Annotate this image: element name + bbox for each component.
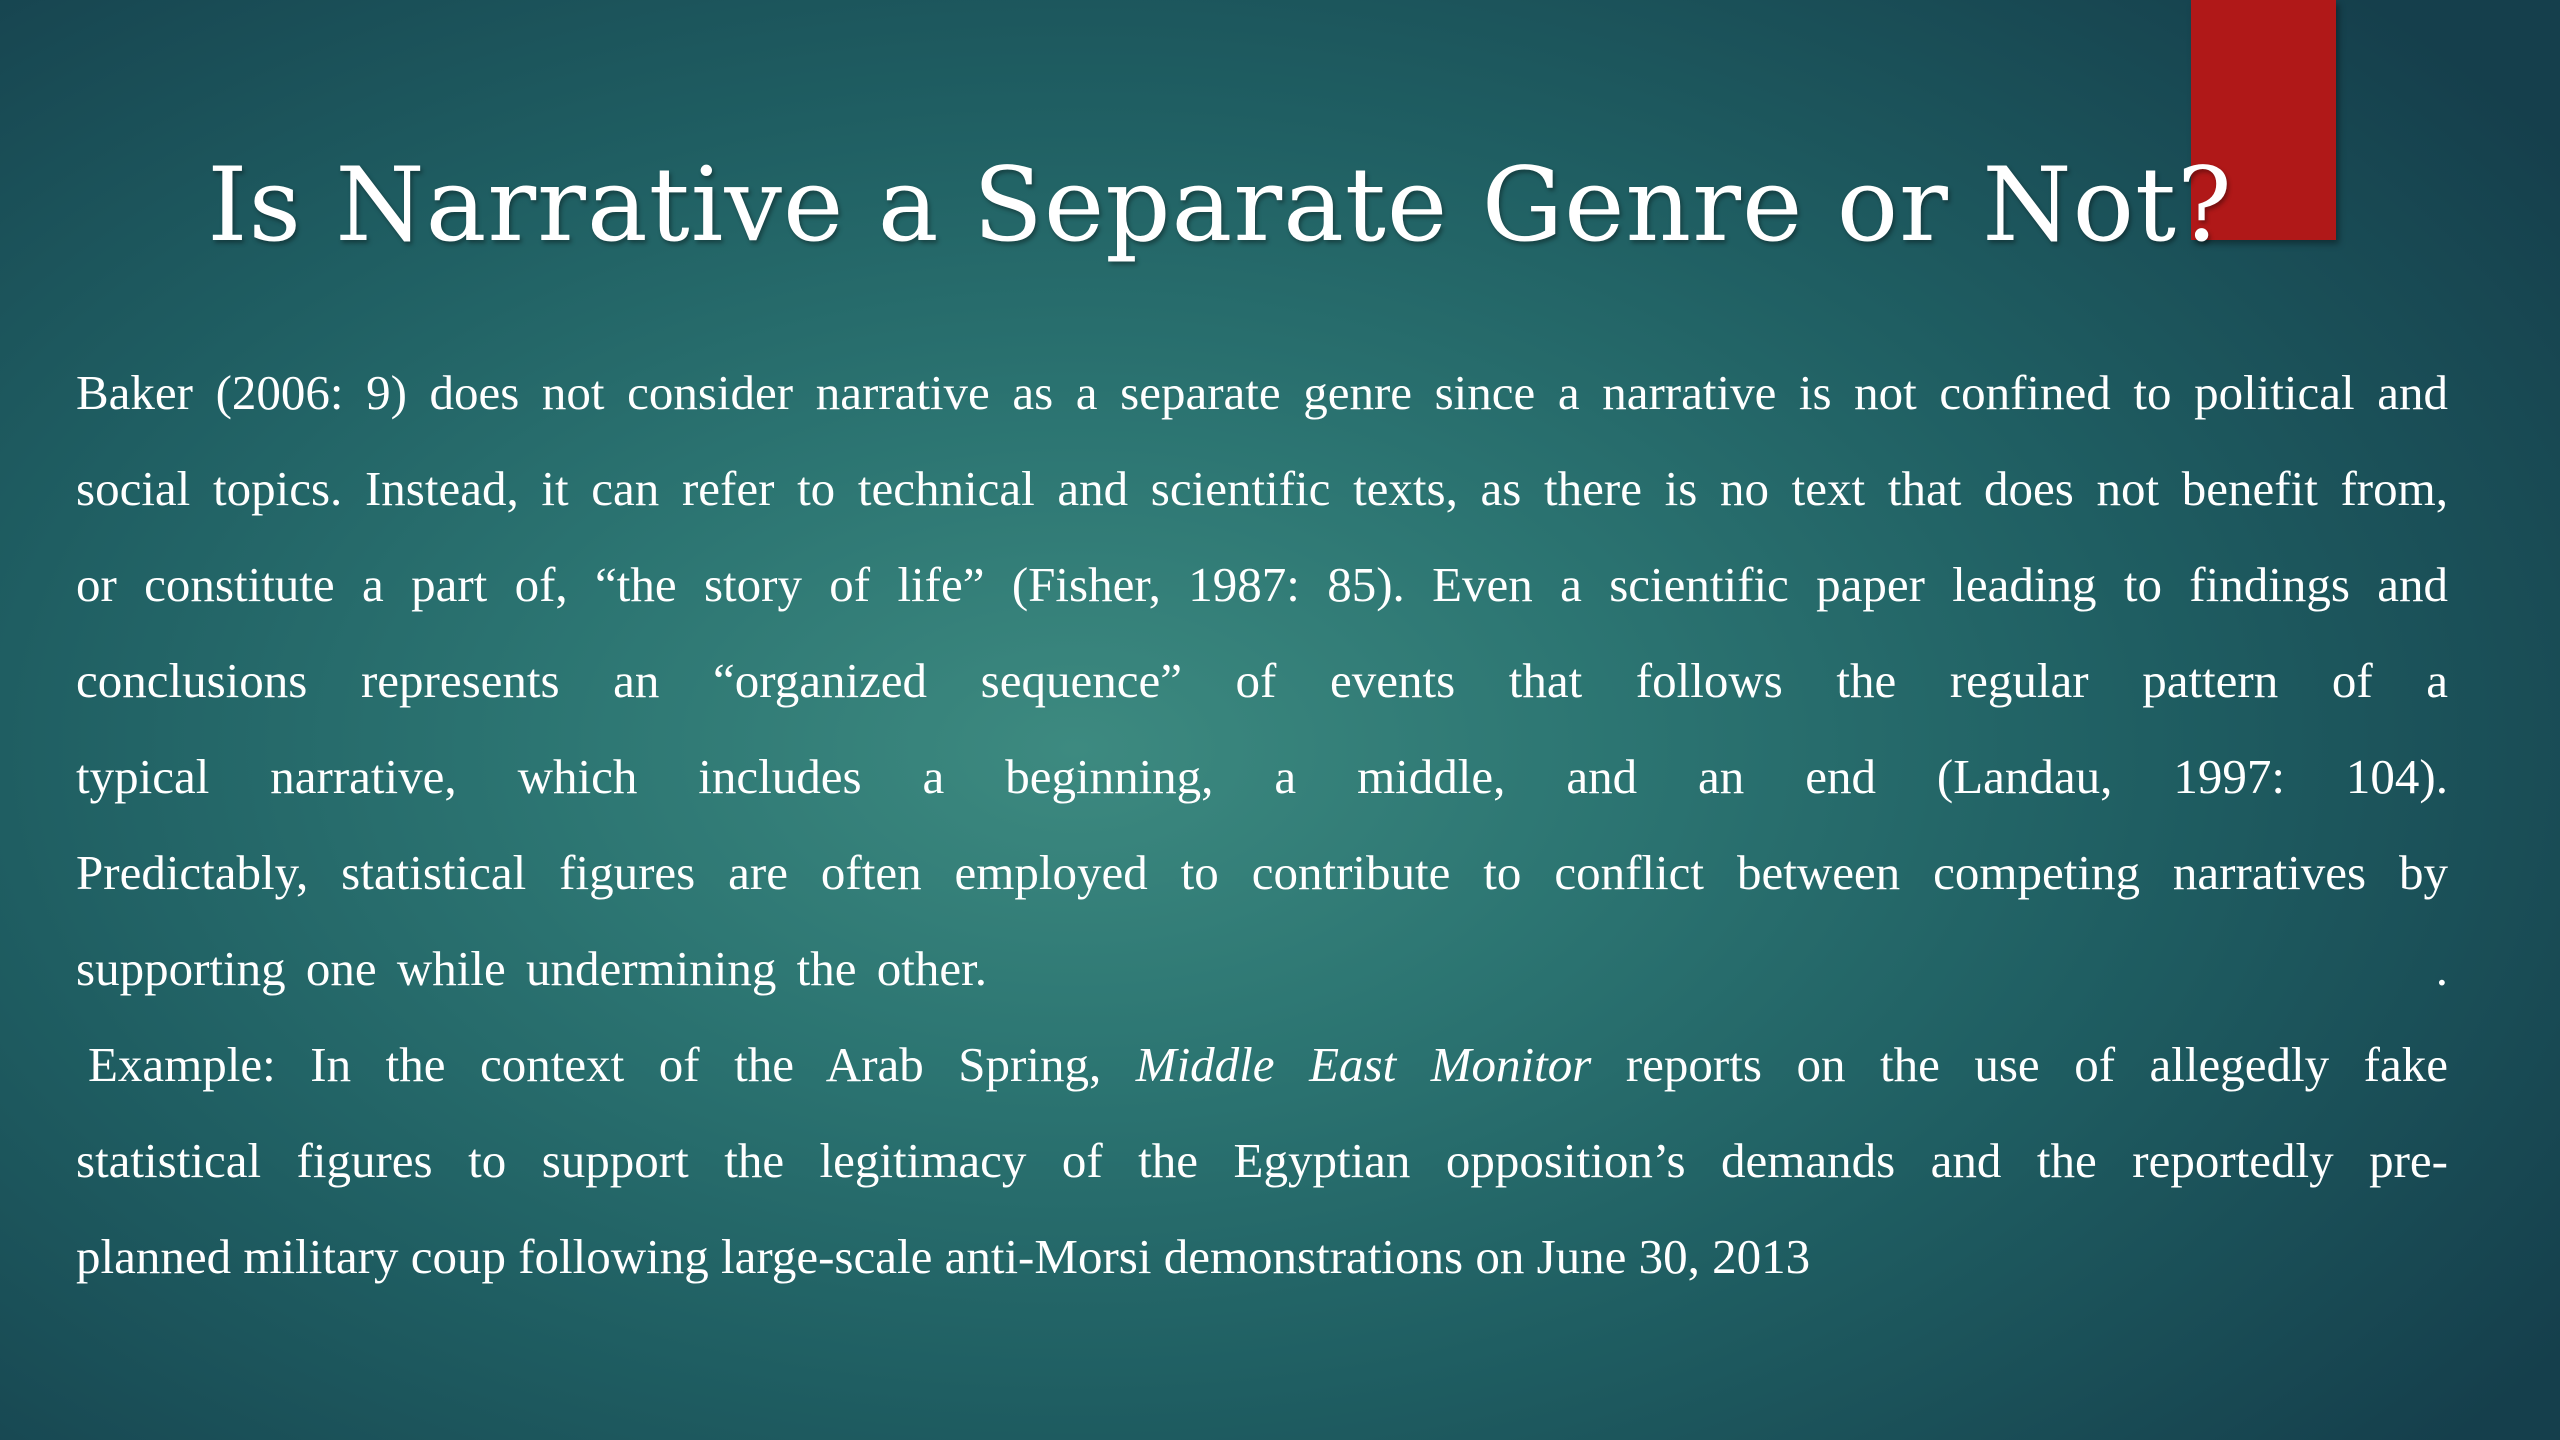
text-line: supporting one while undermining the other. xyxy=(76,941,987,996)
example-line xyxy=(76,1017,2448,1113)
text-line: planned military coup following large-scale anti-Morsi demonstrations on June 30, 2013 xyxy=(76,1229,1811,1284)
example-text-start: Example: In the context of the Arab Spring, xyxy=(88,1037,1136,1092)
text-line: Baker (2006: 9) does not consider narrative as a separate genre since a narrative is not confined to political and xyxy=(76,365,2448,420)
slide-title: Is Narrative a Separate Genre or Not? xyxy=(207,146,2233,265)
text-line: statistical figures to support the legitimacy of the Egyptian opposition’s demands and the reportedly pre- xyxy=(76,1133,2448,1188)
text-line: typical narrative, which includes a beginning, a middle, and an end (Landau, 1997: 104). xyxy=(76,749,2448,804)
text-line: or constitute a part of, “the story of life” (Fisher, 1987: 85). Even a scientific paper leading to findings and xyxy=(76,557,2448,612)
text-line: conclusions represents an “organized sequence” of events that follows the regular pattern of a xyxy=(76,653,2448,708)
trailing-period: . xyxy=(2435,941,2448,996)
slide-body xyxy=(76,345,2448,1305)
text-line: Predictably, statistical figures are often employed to contribute to conflict between competing narratives by xyxy=(76,845,2448,900)
paragraph-example xyxy=(76,1017,2448,1305)
example-text-end: reports on the use of allegedly fake xyxy=(1591,1037,2448,1092)
text-line: social topics. Instead, it can refer to technical and scientific texts, as there is no text that does not benefit from, xyxy=(76,461,2448,516)
paragraph-baker xyxy=(76,345,2448,1017)
text-line-last xyxy=(76,921,2448,1017)
publication-name: Middle East Monitor xyxy=(1135,1037,1592,1092)
